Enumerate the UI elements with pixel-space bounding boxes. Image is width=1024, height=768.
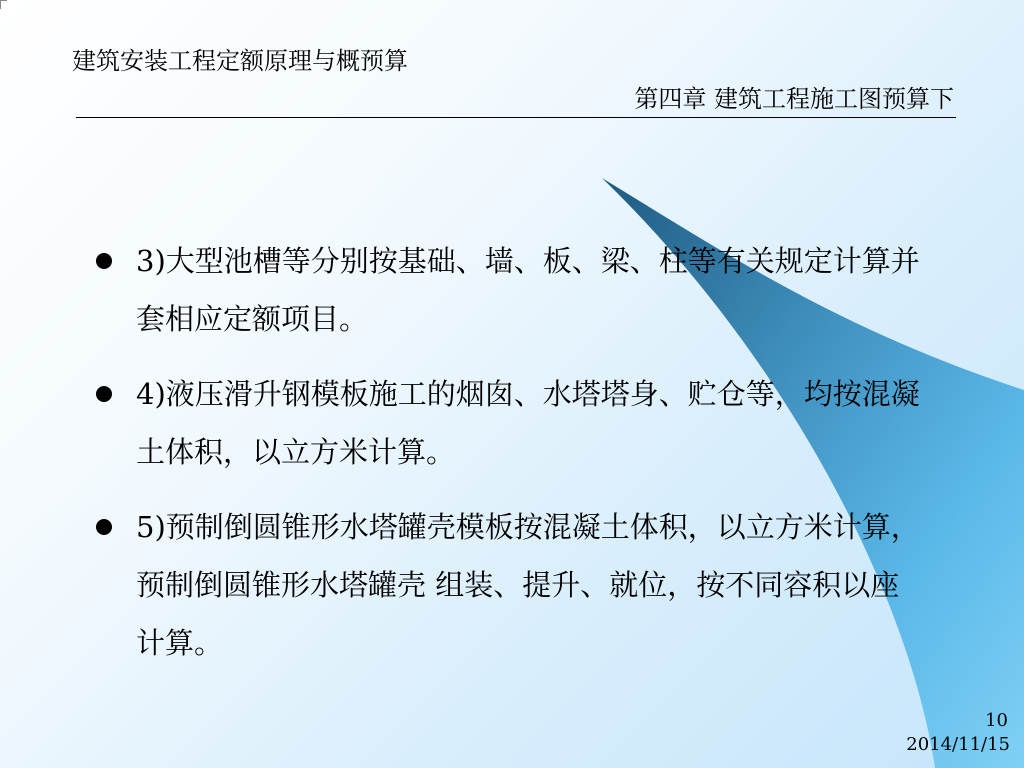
bullet-text: 3)大型池槽等分别按基础、墙、板、梁、柱等有关规定计算并套相应定额项目。: [136, 244, 920, 336]
bullet-item: [92, 232, 922, 348]
bullet-item: [92, 498, 922, 672]
bullet-text: 4)液压滑升钢模板施工的烟囱、水塔塔身、贮仓等，均按混凝土体积，以立方米计算。: [136, 377, 920, 469]
bullet-text: 5)预制倒圆锥形水塔罐壳模板按混凝土体积，以立方米计算，预制倒圆锥形水塔罐壳 组装、提升、就位，按不同容积以座计算。: [136, 510, 920, 660]
slide-title: 建筑安装工程定额原理与概预算: [72, 47, 408, 75]
bullet-dot-icon: [96, 386, 112, 402]
chapter-title: 第四章 建筑工程施工图预算下: [634, 85, 954, 113]
bullet-list: [92, 232, 922, 689]
bullet-item: [92, 365, 922, 481]
page-number: 10: [985, 710, 1008, 731]
header-divider: [76, 117, 956, 118]
slide-date: 2014/11/15: [906, 734, 1010, 755]
bullet-dot-icon: [96, 253, 112, 269]
bullet-dot-icon: [96, 519, 112, 535]
